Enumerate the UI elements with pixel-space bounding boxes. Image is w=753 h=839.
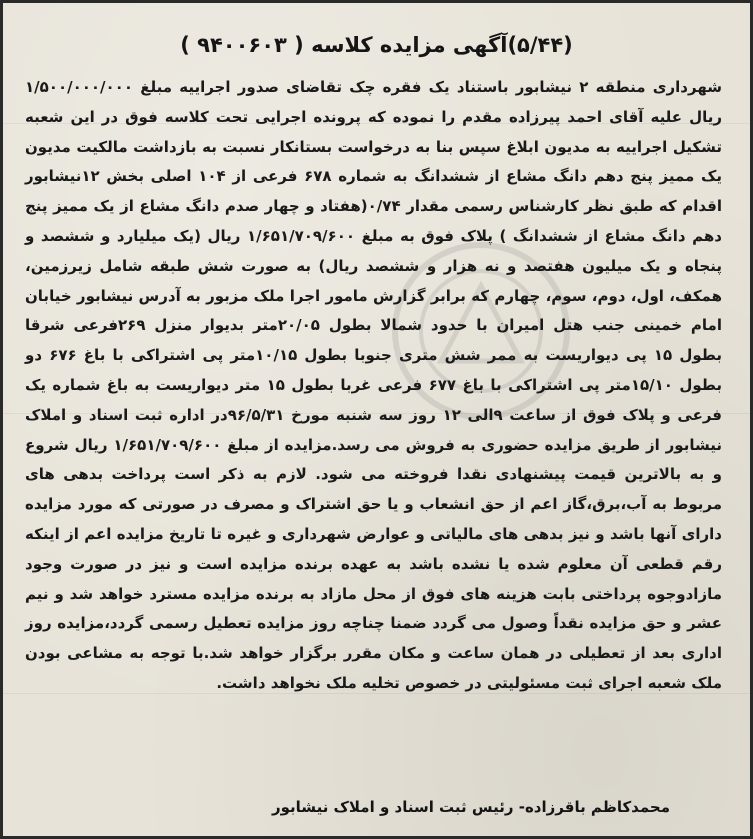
notice-paragraph: شهرداری منطقه ۲ نیشابور باستناد یک فقره چک تقاضای صدور اجراییه مبلغ ۱/۵۰۰/۰۰۰/۰۰۰ ریال علیه آقای احمد پیرزاده مقدم را نموده که پرونده اجرایی تحت کلاسه فوق در این شعبه تشکیل اجراییه به مدیون ابلاغ سپس بنا به درخواست بستانکار نسبت به بازداشت مالکیت مدیون یک ممیز پنج دهم دانگ مشاع از ششدانگ به شماره ۶۷۸ فرعی از ۱۰۴ اصلی بخش ۱۲نیشابور اقدام که طبق نظر کارشناس رسمی مقدار ۰/۷۴(هفتاد و چهار صدم دانگ مشاع از یک ممیز پنج دهم دانگ مشاع از ششدانگ ) پلاک فوق به مبلغ ۱/۶۵۱/۷۰۹/۶۰۰ ریال (یک میلیارد و ششصد و پنجاه و یک میلیون هفتصد و نه هزار و ششصد ریال) به صورت شش طبقه شامل زیرزمین، همکف، اول، دوم، سوم، چهارم که برابر گزارش مامور اجرا ملک مزبور به آدرس نیشابور خیابان امام خمینی جنب هتل امیران با حدود شمالا بطول ۲۰/۰۵متر بدیوار منزل ۲۶۹فرعی شرقا بطول ۱۵ پی دیواریست به ممر شش متری جنوبا بطول ۱۰/۱۵متر پی اشتراکی با باغ ۶۷۶ دو بطول ۱۵/۱۰متر پی اشتراکی با باغ ۶۷۷ فرعی غربا بطول ۱۵ متر دیواریست به باغ شماره یک فرعی و پلاک فوق از ساعت ۹الی ۱۲ روز سه شنبه مورخ ۹۶/۵/۳۱در اداره ثبت اسناد و املاک نیشابور از طریق مزایده حضوری به فروش می رسد.مزایده از مبلغ ۱/۶۵۱/۷۰۹/۶۰۰ ریال شروع و به بالاترین قیمت پیشنهادی نقدا فروخته می شود. لازم به ذکر است پرداخت بدهی های مربوط به آب،برق،گاز اعم از حق انشعاب و یا حق اشتراک و مصرف در صورتی که مورد مزایده دارای آنها باشد و نیز بدهی های مالیاتی و عوارض شهرداری و غیره تا تاریخ مزایده اعم از اینکه رقم قطعی آن معلوم شده یا نشده باشد به عهده برنده مزایده است و نیز در صورت وجود مازادوجوه پرداختی بابت هزینه های فوق از محل مازاد به برنده مزایده مسترد خواهد شد و نیم عشر و حق مزایده نقداً وصول می گردد ضمنا چناچه روز مزایده تعطیل رسمی گردد،مزایده روز اداری بعد از تعطیلی در همان ساعت و مکان مقرر برگزار خواهد شد.با توجه به مشاعی بودن ملک شعبه اجرای ثبت مسئولیتی در خصوص تخلیه ملک نخواهد داشت. xyxy=(25,78,723,692)
notice-title: (۵/۴۴)آگهی مزایده کلاسه ( ۹۴۰۰۶۰۳ ) xyxy=(180,33,573,57)
notice-signature: محمدکاظم باقرزاده- رئیس ثبت اسناد و املاک نیشابور xyxy=(272,798,670,816)
notice-body xyxy=(25,73,722,699)
